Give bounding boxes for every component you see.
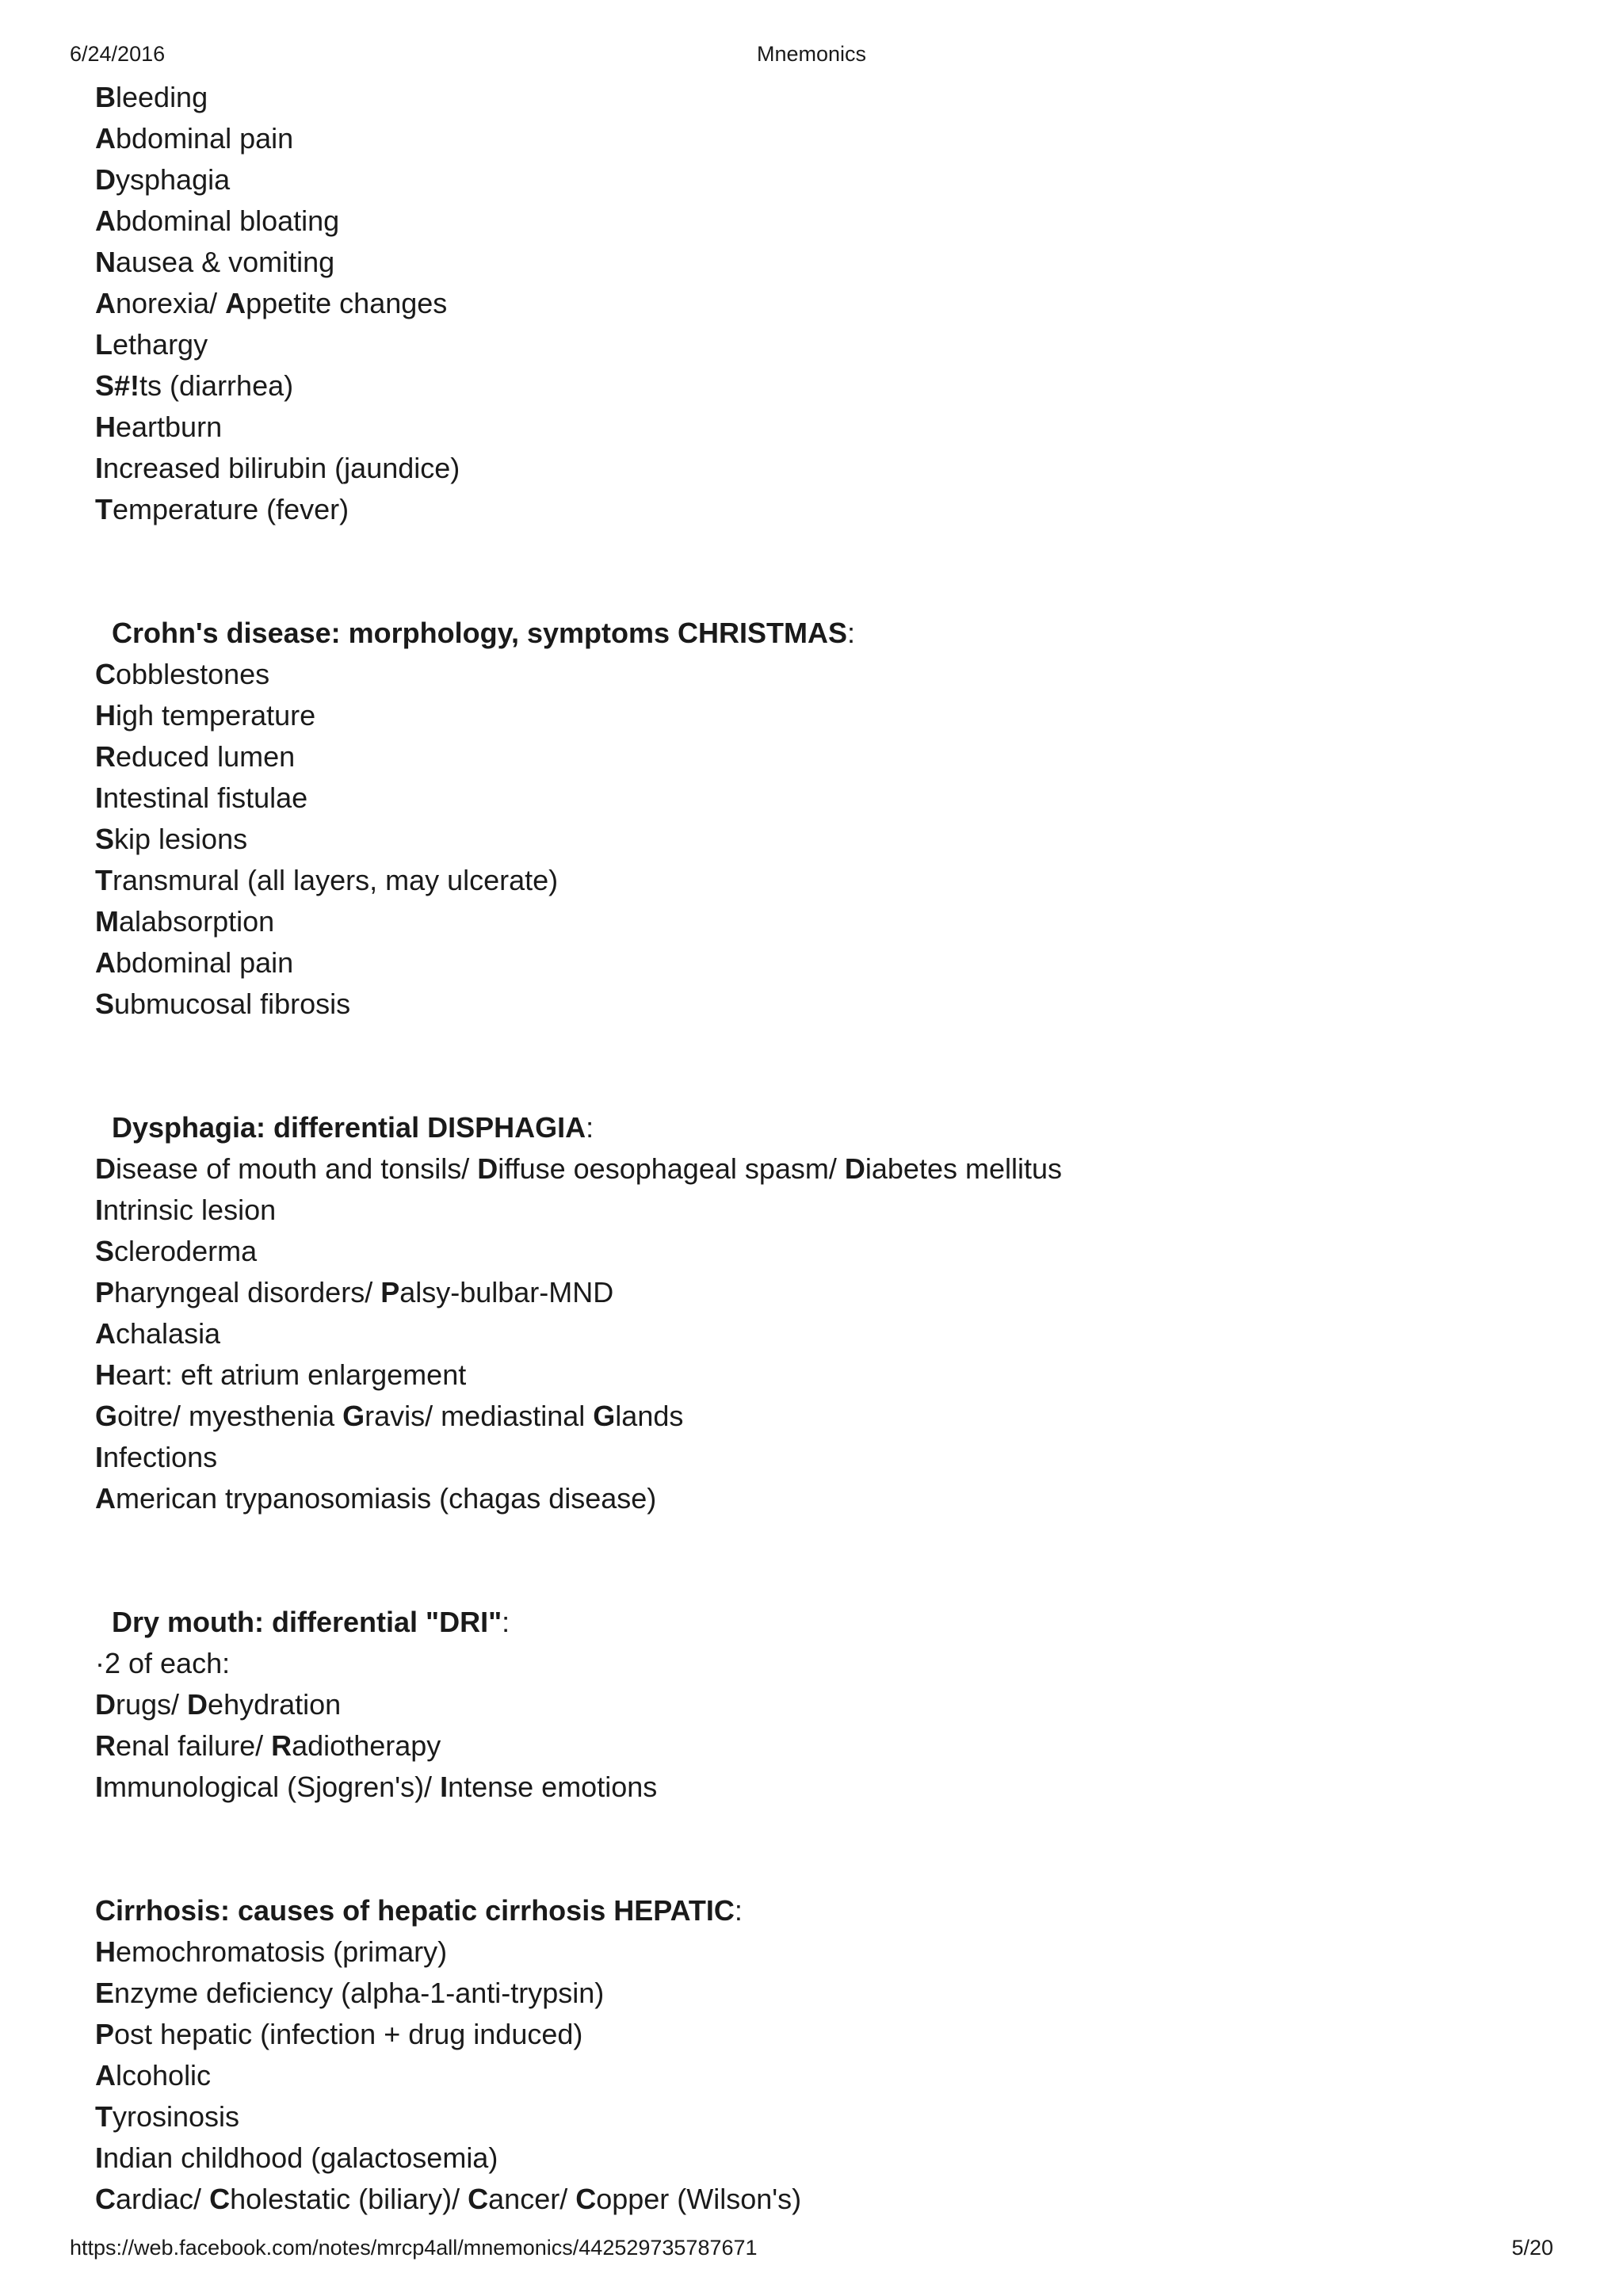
- mnemonic-text: adiotherapy: [292, 1729, 441, 1762]
- page-number: 5/20: [1511, 2236, 1553, 2260]
- mnemonic-text: mmunological (Sjogren's)/: [103, 1771, 441, 1803]
- mnemonic-letter: L: [95, 328, 113, 361]
- mnemonic-letter: A: [95, 1317, 116, 1350]
- mnemonic-text: enal failure/: [116, 1729, 272, 1762]
- mnemonic-letter: T: [95, 2100, 113, 2133]
- mnemonic-line: [95, 819, 1522, 860]
- mnemonic-letter: G: [342, 1400, 365, 1432]
- mnemonic-letter: C: [575, 2183, 597, 2215]
- section-heading: [95, 613, 1522, 654]
- mnemonic-text: ubmucosal fibrosis: [114, 988, 351, 1020]
- section-spacer: [95, 1519, 1522, 1602]
- mnemonic-letter: D: [187, 1688, 208, 1721]
- mnemonic-line: [95, 2055, 1522, 2096]
- section-heading-colon: :: [502, 1606, 510, 1638]
- mnemonic-line: [95, 2179, 1522, 2220]
- mnemonic-line: [95, 942, 1522, 984]
- mnemonic-text: iabetes mellitus: [865, 1152, 1063, 1185]
- mnemonic-line: [95, 159, 1522, 201]
- mnemonic-text: educed lumen: [116, 740, 296, 773]
- mnemonic-line: [95, 736, 1522, 777]
- mnemonic-letter: D: [95, 163, 116, 196]
- mnemonic-letter: D: [844, 1152, 865, 1185]
- mnemonic-letter: I: [95, 781, 104, 814]
- mnemonic-line: [95, 2096, 1522, 2137]
- mnemonic-letter: I: [95, 1194, 104, 1226]
- mnemonic-line: [95, 1190, 1522, 1231]
- mnemonic-letter: A: [95, 2059, 116, 2092]
- mnemonic-text: emochromatosis (primary): [116, 1935, 448, 1968]
- mnemonic-line: [95, 1313, 1522, 1354]
- mnemonic-letter: H: [95, 699, 116, 732]
- mnemonic-line: [95, 1973, 1522, 2014]
- mnemonic-line: [95, 1354, 1522, 1396]
- mnemonic-text: ethargy: [113, 328, 208, 361]
- mnemonic-text: ransmural (all layers, may ulcerate): [113, 864, 559, 896]
- mnemonic-letter: C: [95, 658, 116, 690]
- mnemonic-line: [95, 1725, 1522, 1767]
- mnemonic-text: merican trypanosomiasis (chagas disease): [116, 1482, 657, 1515]
- mnemonic-line: [95, 1231, 1522, 1272]
- mnemonic-letter: H: [95, 1935, 116, 1968]
- section-heading-colon: :: [734, 1894, 743, 1927]
- mnemonic-letter: G: [95, 1400, 118, 1432]
- mnemonic-letter: M: [95, 905, 119, 938]
- mnemonic-line: [95, 2137, 1522, 2179]
- mnemonic-letter: C: [468, 2183, 489, 2215]
- mnemonic-line: [95, 407, 1522, 448]
- section-heading: [95, 1107, 1522, 1148]
- mnemonic-text: emperature (fever): [113, 493, 349, 525]
- mnemonic-line: [95, 1272, 1522, 1313]
- mnemonic-line: [95, 1148, 1522, 1190]
- mnemonic-letter: I: [95, 2141, 104, 2174]
- mnemonic-line: [95, 324, 1522, 365]
- section-heading-title: Cirrhosis: causes of hepatic cirrhosis HEPATIC: [95, 1894, 735, 1927]
- mnemonic-letter: I: [95, 1441, 104, 1473]
- print-date: 6/24/2016: [70, 42, 166, 66]
- page-footer: [70, 2233, 1553, 2262]
- mnemonic-letter: D: [95, 1688, 116, 1721]
- mnemonic-line: [95, 448, 1522, 489]
- section-spacer: [95, 530, 1522, 613]
- mnemonic-letter: C: [95, 2183, 116, 2215]
- mnemonic-letter: S: [95, 823, 115, 855]
- mnemonic-text: alsy-bulbar-MND: [399, 1276, 614, 1308]
- mnemonic-text: ncreased bilirubin (jaundice): [103, 452, 460, 484]
- mnemonic-line: [95, 283, 1522, 324]
- mnemonic-text: ntestinal fistulae: [103, 781, 308, 814]
- mnemonic-letter: S: [95, 988, 115, 1020]
- mnemonic-text: ausea & vomiting: [116, 246, 335, 278]
- mnemonic-text: oitre/ myesthenia: [117, 1400, 343, 1432]
- page-title: Mnemonics: [756, 42, 867, 66]
- mnemonic-text: chalasia: [116, 1317, 221, 1350]
- section-heading-colon: :: [586, 1111, 594, 1144]
- mnemonic-text: isease of mouth and tonsils/: [116, 1152, 478, 1185]
- section-heading-title: Dysphagia: differential DISPHAGIA: [112, 1111, 586, 1144]
- mnemonic-text: cleroderma: [114, 1235, 258, 1267]
- mnemonic-letter: A: [225, 287, 246, 319]
- mnemonic-line: [95, 695, 1522, 736]
- mnemonic-line: [95, 77, 1522, 118]
- mnemonic-text: ancer/: [488, 2183, 576, 2215]
- mnemonic-letter: G: [593, 1400, 616, 1432]
- mnemonic-letter: A: [95, 287, 116, 319]
- mnemonic-line: [95, 118, 1522, 159]
- mnemonic-letter: P: [95, 2018, 115, 2050]
- mnemonic-line: [95, 1478, 1522, 1519]
- mnemonic-letter: B: [95, 81, 116, 113]
- source-url: https://web.facebook.com/notes/mrcp4all/mnemonics/442529735787671: [70, 2236, 758, 2260]
- mnemonic-letter: N: [95, 246, 116, 278]
- mnemonic-line: [95, 901, 1522, 942]
- mnemonic-text: leeding: [116, 81, 208, 113]
- mnemonic-letter: D: [95, 1152, 116, 1185]
- mnemonic-letter: A: [95, 204, 116, 237]
- mnemonic-line: [95, 201, 1522, 242]
- section-heading-title: Dry mouth: differential "DRI": [112, 1606, 502, 1638]
- mnemonic-letter: T: [95, 864, 113, 896]
- mnemonic-text: norexia/: [116, 287, 226, 319]
- section-heading: [95, 1890, 1522, 1931]
- mnemonic-text: bdominal pain: [116, 946, 294, 979]
- mnemonic-text: ardiac/: [116, 2183, 210, 2215]
- mnemonic-line: [95, 1396, 1522, 1437]
- mnemonic-text: holestatic (biliary)/: [230, 2183, 468, 2215]
- mnemonic-text: ntense emotions: [448, 1771, 658, 1803]
- mnemonic-letter: I: [95, 452, 104, 484]
- mnemonic-text: kip lesions: [114, 823, 248, 855]
- mnemonic-text: ehydration: [208, 1688, 342, 1721]
- mnemonic-text: ndian childhood (galactosemia): [103, 2141, 498, 2174]
- mnemonic-letter: R: [95, 1729, 116, 1762]
- mnemonic-text: igh temperature: [116, 699, 316, 732]
- mnemonic-section: [95, 1890, 1522, 2220]
- mnemonic-letter: A: [95, 1482, 116, 1515]
- mnemonic-section: [95, 77, 1522, 530]
- mnemonic-line: [95, 1643, 1522, 1684]
- section-heading-colon: :: [847, 617, 856, 649]
- mnemonic-letter: H: [95, 1358, 116, 1391]
- document-body: [95, 77, 1522, 2220]
- mnemonic-line: [95, 365, 1522, 407]
- mnemonic-letter: S: [95, 1235, 115, 1267]
- mnemonic-text: bdominal bloating: [116, 204, 340, 237]
- mnemonic-section: [95, 1107, 1522, 1519]
- mnemonic-letter: P: [380, 1276, 400, 1308]
- mnemonic-text: ost hepatic (infection + drug induced): [114, 2018, 583, 2050]
- mnemonic-text: ysphagia: [116, 163, 231, 196]
- mnemonic-letter: C: [209, 2183, 231, 2215]
- mnemonic-text: bdominal pain: [116, 122, 294, 155]
- mnemonic-text: obblestones: [116, 658, 270, 690]
- mnemonic-section: [95, 613, 1522, 1025]
- section-heading: [95, 1602, 1522, 1643]
- mnemonic-text: iffuse oesophageal spasm/: [498, 1152, 845, 1185]
- mnemonic-text: ts (diarrhea): [139, 369, 294, 402]
- mnemonic-text: rugs/: [116, 1688, 188, 1721]
- mnemonic-letter: R: [95, 740, 116, 773]
- section-heading-title: Crohn's disease: morphology, symptoms CHRISTMAS: [112, 617, 848, 649]
- page-header: [70, 40, 1553, 68]
- mnemonic-line: [95, 1767, 1522, 1808]
- mnemonic-line: [95, 2014, 1522, 2055]
- mnemonic-text: ravis/ mediastinal: [365, 1400, 594, 1432]
- mnemonic-text: ntrinsic lesion: [103, 1194, 277, 1226]
- mnemonic-text: ppetite changes: [246, 287, 448, 319]
- mnemonic-text: opper (Wilson's): [596, 2183, 802, 2215]
- mnemonic-letter: S#!: [95, 369, 140, 402]
- mnemonic-line: [95, 777, 1522, 819]
- mnemonic-text: lcoholic: [116, 2059, 212, 2092]
- mnemonic-text: ·2 of each:: [95, 1647, 231, 1679]
- section-spacer: [95, 1025, 1522, 1107]
- mnemonic-letter: A: [95, 122, 116, 155]
- mnemonic-letter: H: [95, 411, 116, 443]
- mnemonic-letter: E: [95, 1977, 115, 2009]
- mnemonic-line: [95, 654, 1522, 695]
- mnemonic-text: yrosinosis: [113, 2100, 240, 2133]
- mnemonic-text: haryngeal disorders/: [114, 1276, 381, 1308]
- mnemonic-line: [95, 984, 1522, 1025]
- mnemonic-line: [95, 242, 1522, 283]
- mnemonic-line: [95, 1684, 1522, 1725]
- mnemonic-text: lands: [615, 1400, 684, 1432]
- mnemonic-text: nzyme deficiency (alpha-1-anti-trypsin): [114, 1977, 605, 2009]
- mnemonic-text: eartburn: [116, 411, 223, 443]
- mnemonic-letter: D: [477, 1152, 498, 1185]
- mnemonic-line: [95, 860, 1522, 901]
- mnemonic-letter: P: [95, 1276, 115, 1308]
- mnemonic-letter: I: [95, 1771, 104, 1803]
- mnemonic-letter: R: [271, 1729, 292, 1762]
- mnemonic-line: [95, 489, 1522, 530]
- mnemonic-section: [95, 1602, 1522, 1808]
- mnemonic-letter: T: [95, 493, 113, 525]
- section-spacer: [95, 1808, 1522, 1890]
- mnemonic-line: [95, 1437, 1522, 1478]
- mnemonic-text: nfections: [103, 1441, 218, 1473]
- mnemonic-text: alabsorption: [119, 905, 275, 938]
- mnemonic-letter: A: [95, 946, 116, 979]
- mnemonic-line: [95, 1931, 1522, 1973]
- mnemonic-letter: I: [440, 1771, 449, 1803]
- mnemonic-text: eart: eft atrium enlargement: [116, 1358, 467, 1391]
